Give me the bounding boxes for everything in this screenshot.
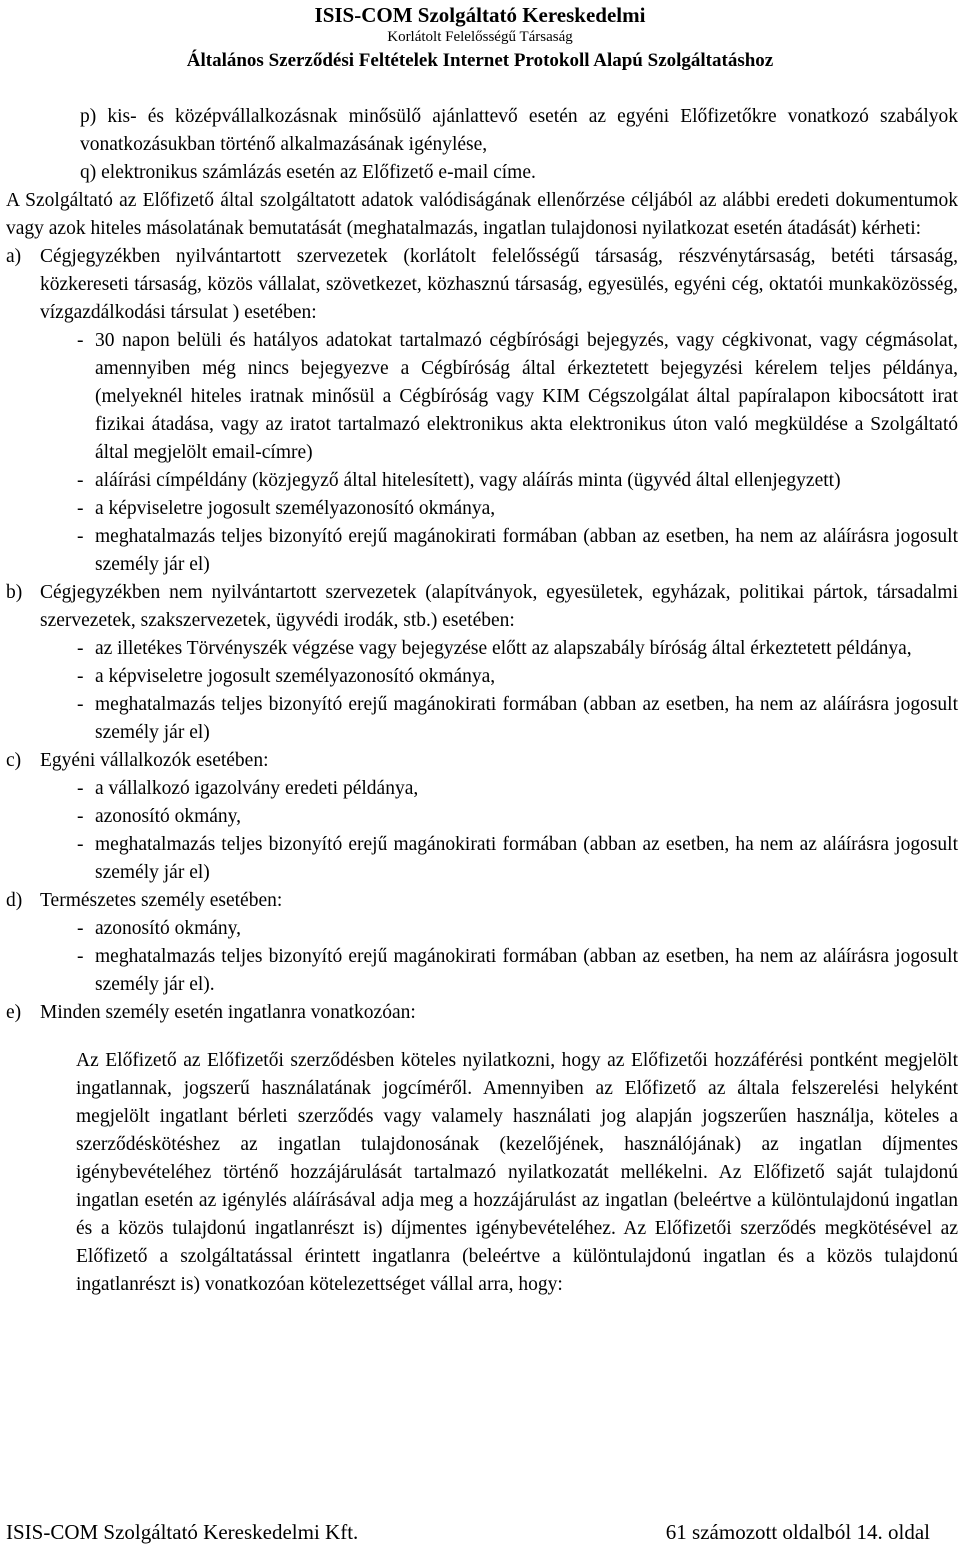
list-item-text: a képviseletre jogosult személyazonosító okmánya, — [95, 666, 496, 687]
list-item — [77, 467, 958, 495]
list-item-text: aláírási címpéldány (közjegyző által hitelesített), vagy aláírás minta (ügyvéd által ellenjegyzett) — [95, 470, 841, 491]
intro-item-q: q) elektronikus számlázás esetén az Előfizető e-mail címe. — [80, 162, 536, 183]
list-item — [77, 943, 958, 999]
dash-bullet: - — [77, 806, 84, 827]
dash-bullet: - — [77, 694, 84, 715]
list-item — [77, 691, 958, 747]
section-heading: Cégjegyzékben nem nyilvántartott szervezetek (alapítványok, egyesületek, egyházak, politikai pártok, társadalmi szervezetek, szakszervezetek, ügyvédi irodák, stb.) esetében: — [40, 582, 958, 631]
section-d — [6, 887, 958, 915]
section-heading: Egyéni vállalkozók esetében: — [40, 750, 269, 771]
section-heading: Természetes személy esetében: — [40, 890, 283, 911]
list-item-text: a vállalkozó igazolvány eredeti példánya, — [95, 778, 419, 799]
dash-bullet: - — [77, 834, 84, 855]
list-item-text: a képviseletre jogosult személyazonosító okmánya, — [95, 498, 496, 519]
list-item — [77, 635, 958, 663]
list-item-text: meghatalmazás teljes bizonyító erejű magánokirati formában (abban az esetben, ha nem az aláírásra jogosult személy jár el) — [95, 834, 958, 883]
list-item-text: azonosító okmány, — [95, 918, 242, 939]
lead-paragraph: A Szolgáltató az Előfizető által szolgáltatott adatok valódiságának ellenőrzése céljából az alábbi eredeti dokumentumok vagy azok hiteles másolatának bemutatását (meghatalmazás, ingatlan tulajdonosi nyilatkozat esetén átadását) kérheti: — [6, 190, 958, 239]
dash-bullet: - — [77, 330, 84, 351]
dash-bullet: - — [77, 470, 84, 491]
dash-bullet: - — [77, 946, 84, 967]
section-a — [6, 243, 958, 327]
dash-bullet: - — [77, 778, 84, 799]
sections-list — [0, 243, 960, 1027]
section-label: d) — [6, 890, 23, 911]
section-heading: Minden személy esetén ingatlanra vonatkozóan: — [40, 1002, 416, 1023]
list-item-text: 30 napon belüli és hatályos adatokat tartalmazó cégbírósági bejegyzés, vagy cégkivonat, vagy cégmásolat, amennyiben még nincs bejegyezve a Cégbíróság által érkeztetett bejegyzési kérelem teljes példánya, (melyeknél hiteles iratnak minősül a Cégbíróság vagy KIM Cégszolgálat által papíralapon kibocsátott irat fizikai átadása, vagy az iratot tartalmazó elektronikus akta elektronikus úton való megküldése a Szolgáltató által megjelölt email-címre) — [95, 330, 958, 463]
list-item — [77, 831, 958, 887]
section-heading: Cégjegyzékben nyilvántartott szervezetek (korlátolt felelősségű társaság, részvénytársaság, betéti társaság, közkereseti társaság, közös vállalat, szövetkezet, közhasznú társaság, egyesülés, egyéni cég, oktatói munkaközösség, vízgazdálkodási társulat ) esetében: — [40, 246, 958, 323]
page-header — [0, 0, 960, 76]
dash-bullet: - — [77, 918, 84, 939]
section-e — [6, 999, 958, 1027]
dash-bullet: - — [77, 526, 84, 547]
list-item — [77, 803, 958, 831]
section-label: c) — [6, 750, 22, 771]
dash-bullet: - — [77, 666, 84, 687]
list-item-text: azonosító okmány, — [95, 806, 242, 827]
document-title: Általános Szerződési Feltételek Internet Protokoll Alapú Szolgáltatáshoz — [186, 50, 774, 71]
dash-bullet: - — [77, 498, 84, 519]
section-e-paragraph: Az Előfizető az Előfizetői szerződésben köteles nyilatkozni, hogy az Előfizetői hozzáférési pontként megjelölt ingatlannak, jogszerű használatának jogcíméről. Amennyiben az Előfizető az általa felszerelési helyként megjelölt ingatlant bérleti szerződés vagy valamely használati jog alapján jogszerűen használja, köteles a szerződéskötéshez az ingatlan tulajdonosának (kezelőjének, használójának) az ingatlan díjmentes igénybevételéhez történő hozzájárulását tartalmazó nyilatkozatát mellékelni. Az Előfizető saját tulajdonú ingatlan esetén az igénylés aláírásával adja meg a hozzájárulást az ingatlan (beleértve a különtulajdonú ingatlan és a közös tulajdonú ingatlanrészt is) díjmentes igénybevételéhez. Az Előfizetői szerződés megkötésével az Előfizető a szolgáltatással érintett ingatlanra (beleértve a különtulajdonú ingatlan és a közös tulajdonú ingatlanrészt is) vonatkozóan kötelezettséget vállal arra, hogy: — [76, 1049, 958, 1295]
footer-page-info: 61 számozott oldalból 14. oldal — [665, 1520, 930, 1544]
list-item — [77, 523, 958, 579]
section-c — [6, 747, 958, 775]
footer-company: ISIS-COM Szolgáltató Kereskedelmi Kft. — [6, 1520, 359, 1544]
section-b — [6, 579, 958, 635]
section-label: b) — [6, 582, 23, 603]
list-item — [77, 495, 958, 523]
intro-item-p: p) kis- és középvállalkozásnak minősülő ajánlattevő esetén az egyéni Előfizetőkre vonatkozó szabályok vonatkozásukban történő alkalmazásának igénylése, — [80, 106, 958, 155]
list-item-text: meghatalmazás teljes bizonyító erejű magánokirati formában (abban az esetben, ha nem az aláírásra jogosult személy jár el) — [95, 526, 958, 575]
section-label: a) — [6, 246, 22, 267]
list-item-text: az illetékes Törvényszék végzése vagy bejegyzése előtt az alapszabály bíróság által érkeztetett példánya, — [95, 638, 912, 659]
list-item-text: meghatalmazás teljes bizonyító erejű magánokirati formában (abban az esetben, ha nem az aláírásra jogosult személy jár el). — [95, 946, 958, 995]
list-item — [77, 915, 958, 943]
list-item — [77, 663, 958, 691]
list-item — [77, 327, 958, 467]
company-form: Korlátolt Felelősségű Társaság — [387, 29, 573, 45]
list-item — [77, 775, 958, 803]
dash-bullet: - — [77, 638, 84, 659]
company-name: ISIS-COM Szolgáltató Kereskedelmi — [314, 3, 646, 27]
section-label: e) — [6, 1002, 22, 1023]
list-item-text: meghatalmazás teljes bizonyító erejű magánokirati formában (abban az esetben, ha nem az aláírásra jogosult személy jár el) — [95, 694, 958, 743]
document-body — [0, 103, 960, 1318]
